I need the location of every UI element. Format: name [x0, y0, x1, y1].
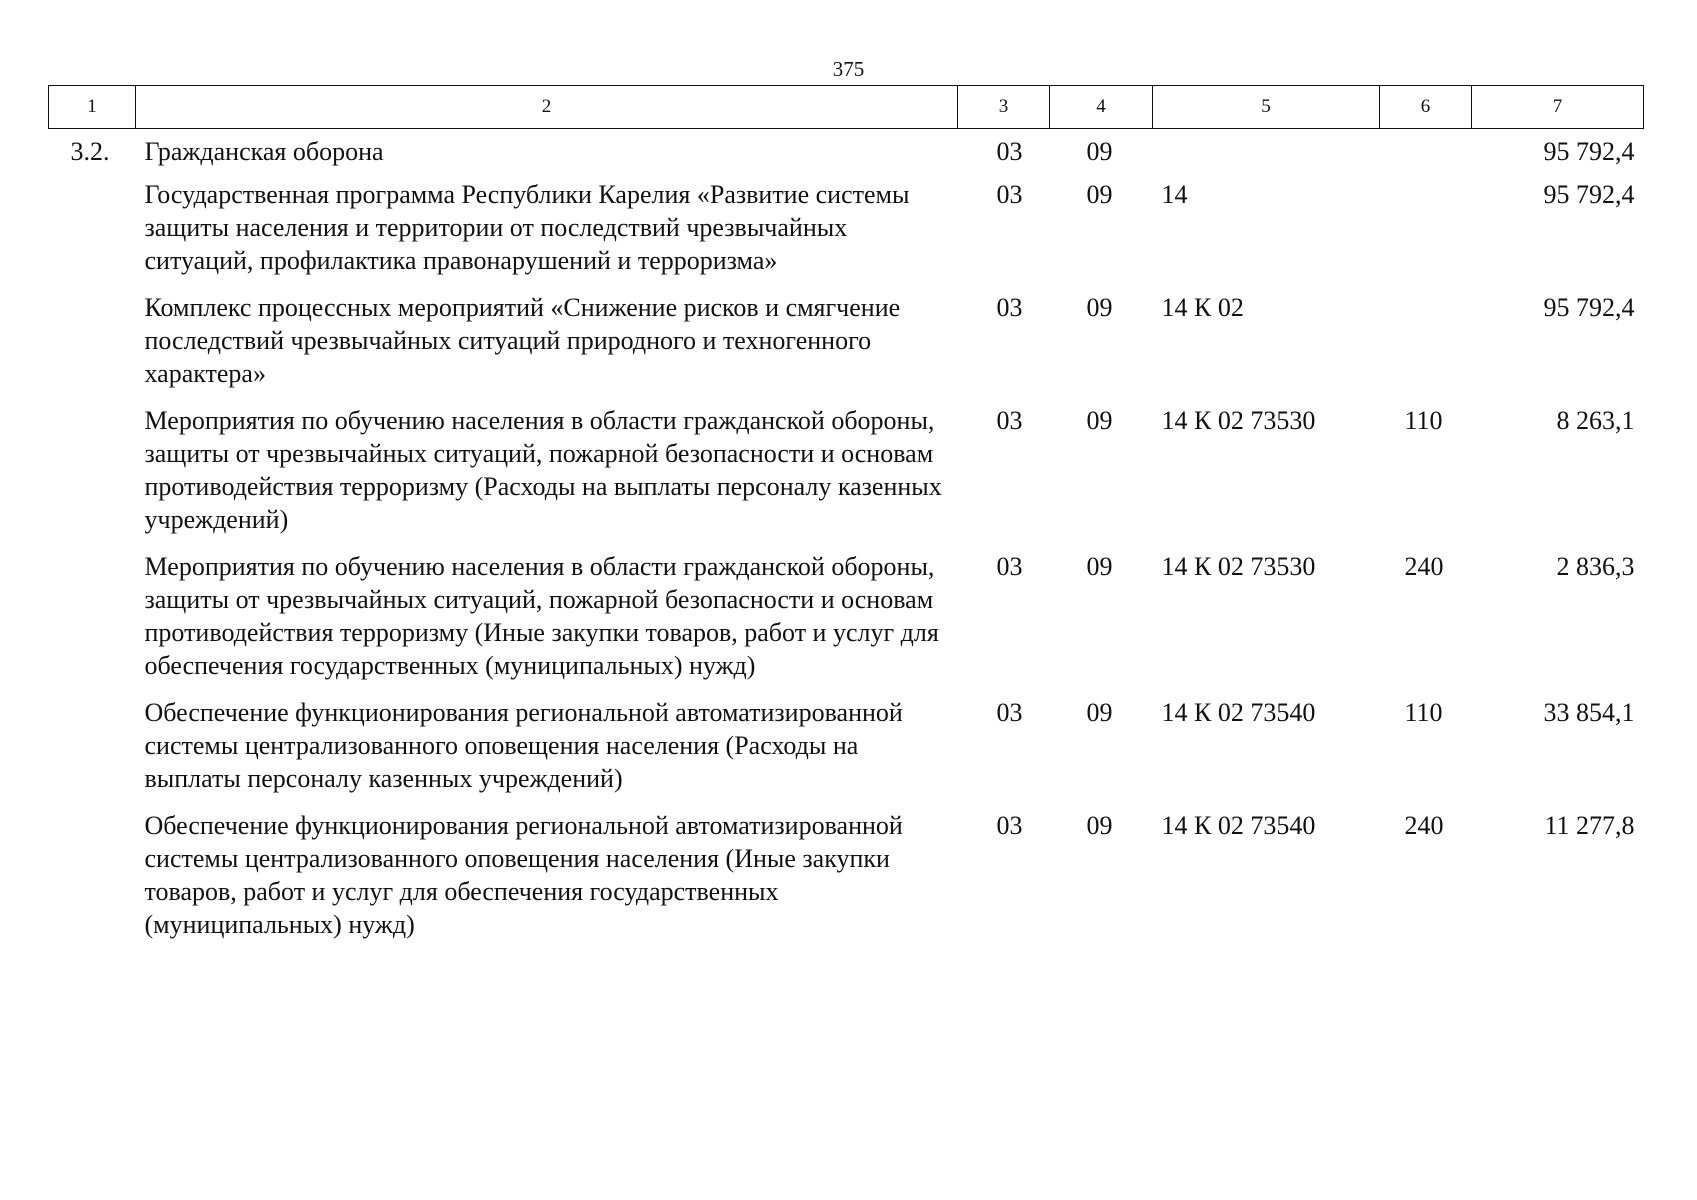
row-target-code: 14 К 02 73530 [1161, 552, 1316, 581]
row-target-code: 14 К 02 73530 [1161, 406, 1316, 435]
row-section: 03 [996, 293, 1023, 322]
row-section: 03 [996, 698, 1023, 727]
budget-table-container [48, 85, 1643, 955]
header-cell-3: 3 [958, 86, 1050, 129]
page-number: 375 [832, 57, 865, 81]
row-section: 03 [996, 137, 1023, 166]
row-name: Обеспечение функционирования региональной автоматизированной системы централизованного оповещения населения (Расходы на выплаты персоналу казенных учреждений) [144, 698, 903, 793]
row-expense-type: 240 [1404, 811, 1444, 840]
row-name: Обеспечение функционирования региональной автоматизированной системы централизованного оповещения населения (Иные закупки товаров, работ и услуг для обеспечения государственных (муниципальных) нужд) [144, 811, 903, 939]
row-target-code [1153, 129, 1380, 179]
header-cell-2: 2 [136, 86, 958, 129]
row-subsection: 09 [1086, 406, 1113, 435]
row-subsection: 09 [1086, 552, 1113, 581]
row-amount: 8 263,1 [1556, 406, 1635, 435]
row-amount: 33 854,1 [1543, 698, 1635, 727]
row-subsection: 09 [1086, 180, 1113, 209]
budget-table [48, 85, 1644, 955]
table-body [49, 129, 1644, 956]
row-subsection: 09 [1086, 293, 1113, 322]
table-row [49, 129, 1644, 179]
header-cell-7: 7 [1472, 86, 1644, 129]
row-name: Государственная программа Республики Карелия «Развитие системы защиты населения и территории от последствий чрезвычайных ситуаций, профилактика правонарушений и терроризма» [144, 180, 910, 275]
table-row [49, 696, 1644, 809]
row-section: 03 [996, 180, 1023, 209]
header-cell-5: 5 [1153, 86, 1380, 129]
row-expense-type: 110 [1404, 406, 1443, 435]
row-subsection: 09 [1086, 137, 1113, 166]
row-name: Комплекс процессных мероприятий «Снижение рисков и смягчение последствий чрезвычайных ситуаций природного и техногенного характера» [144, 293, 901, 388]
row-subsection: 09 [1086, 698, 1113, 727]
row-target-code: 14 К 02 [1161, 293, 1244, 322]
row-amount: 95 792,4 [1543, 137, 1635, 166]
row-section: 03 [996, 406, 1023, 435]
row-section: 03 [996, 552, 1023, 581]
table-row [49, 178, 1644, 291]
header-cell-4: 4 [1050, 86, 1153, 129]
row-expense-type: 240 [1404, 552, 1444, 581]
row-number: 3.2. [70, 137, 110, 166]
table-header [49, 86, 1644, 129]
table-row [49, 550, 1644, 696]
row-expense-type [1380, 178, 1472, 291]
row-name: Мероприятия по обучению населения в области гражданской обороны, защиты от чрезвычайных ситуаций, пожарной безопасности и основам противодействия терроризму (Иные закупки товаров, работ и услуг для обеспечения государственных (муниципальных) нужд) [144, 552, 939, 680]
row-number [49, 809, 136, 955]
row-expense-type: 110 [1404, 698, 1443, 727]
row-number [49, 404, 136, 550]
row-name: Гражданская оборона [144, 137, 384, 166]
header-cell-6: 6 [1380, 86, 1472, 129]
row-number [49, 178, 136, 291]
header-row [49, 86, 1644, 129]
row-target-code: 14 К 02 73540 [1161, 811, 1316, 840]
table-row [49, 291, 1644, 404]
table-row [49, 809, 1644, 955]
row-amount: 95 792,4 [1543, 180, 1635, 209]
row-number [49, 291, 136, 404]
row-amount: 95 792,4 [1543, 293, 1635, 322]
row-expense-type [1380, 129, 1472, 179]
row-target-code: 14 К 02 73540 [1161, 698, 1316, 727]
row-number [49, 696, 136, 809]
row-section: 03 [996, 811, 1023, 840]
row-number [49, 550, 136, 696]
table-row [49, 404, 1644, 550]
header-cell-1: 1 [49, 86, 136, 129]
row-subsection: 09 [1086, 811, 1113, 840]
row-target-code: 14 [1161, 180, 1188, 209]
row-amount: 11 277,8 [1544, 811, 1635, 840]
row-amount: 2 836,3 [1556, 552, 1635, 581]
row-expense-type [1380, 291, 1472, 404]
row-name: Мероприятия по обучению населения в области гражданской обороны, защиты от чрезвычайных ситуаций, пожарной безопасности и основам противодействия терроризму (Расходы на выплаты персоналу казенных учреждений) [144, 406, 942, 534]
